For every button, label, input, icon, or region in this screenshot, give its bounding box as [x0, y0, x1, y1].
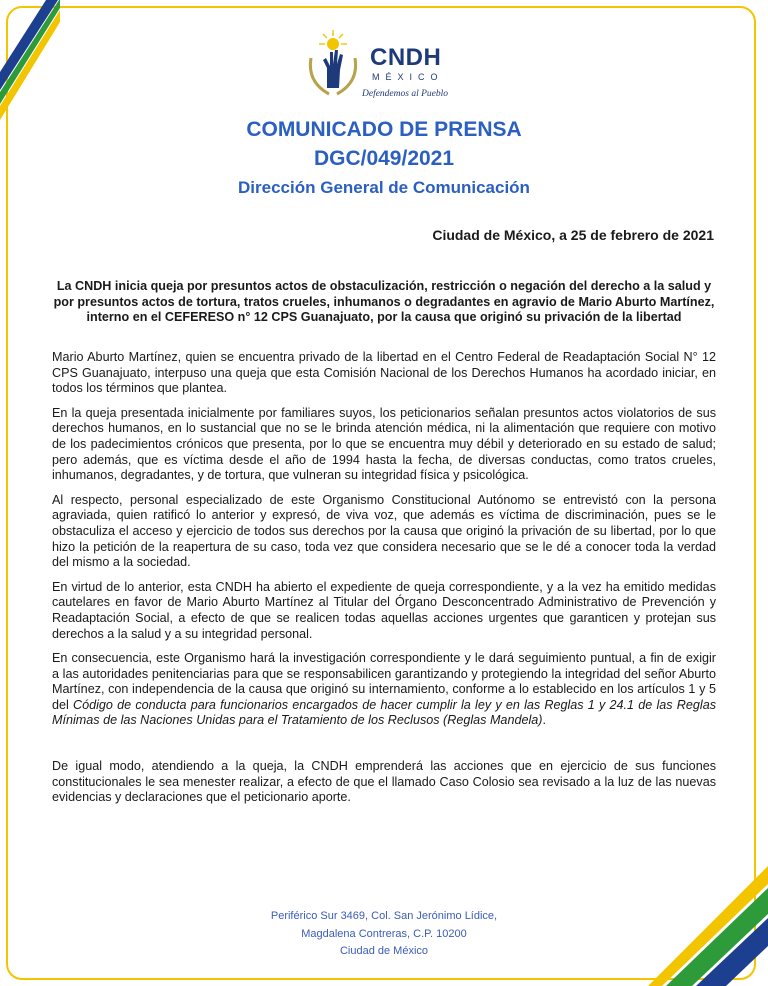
- corner-stripes-top-left: [0, 0, 60, 120]
- logo-country: MÉXICO: [372, 72, 444, 82]
- paragraph-5-italic: Código de conducta para funcionarios encargados de hacer cumplir la ley y en las Reglas 1 y 24.1 de las Reglas Mínimas de las Naciones Unidas para el Tratamiento de los Reclusos (Reglas Mandela): [52, 697, 716, 728]
- footer-line-2: Magdalena Contreras, C.P. 10200: [301, 927, 467, 940]
- press-release-code: DGC/049/2021: [313, 147, 455, 170]
- footer-line-1: Periférico Sur 3469, Col. San Jerónimo Lídice,: [270, 910, 498, 922]
- dateline: Ciudad de México, a 25 de febrero de 2021: [432, 227, 714, 243]
- press-release-title: COMUNICADO DE PRENSA: [246, 118, 522, 141]
- footer-line-3: Ciudad de México: [339, 945, 429, 957]
- paragraph-3: Al respecto, personal especializado de este Organismo Constitucional Autónomo se entrevistó con la persona agraviada, quien ratificó lo anterior y expresó, de viva voz, que además es víctima de discriminación, pues se le obstaculiza el acceso y ejercicio de todos sus derechos por la causa que originó la privación de su libertad, por lo que hizo la petición de la reapertura de su caso, toda vez que considera necesario que se le dé a conocer toda la verdad del mismo a la sociedad.: [52, 492, 716, 570]
- paragraph-4: En virtud de lo anterior, esta CNDH ha abierto el expediente de queja correspondiente, y a la vez ha emitido medidas cautelares en favor de Mario Aburto Martínez al Titular del Órgano Desconcentrado Administrativo de Prevención y Readaptación Social, a efecto de que se realicen todas aquellas acciones urgentes que garanticen y protejan sus derechos a la salud y a su integridad personal.: [52, 579, 716, 641]
- paragraph-1: Mario Aburto Martínez, quien se encuentra privado de la libertad en el Centro Federal de Readaptación Social N° 12 CPS Guanajuato, interpuso una queja que esta Comisión Nacional de los Derechos Humanos ha acordado iniciar, en todos los términos que plantea.: [52, 350, 716, 396]
- paragraph-5-text: En consecuencia, este Organismo hará la investigación correspondiente y le dará seguimiento puntual, a fin de exigir a las autoridades penitenciarias para que se responsabilicen garantizando y protegiendo la integridad del señor Aburto Martínez, con independencia de la causa que originó su internamiento, conforme a lo establecido en los artículos 1 y 5 del: [52, 651, 716, 712]
- footer-address: [0, 908, 768, 961]
- paragraph-5: [52, 651, 716, 729]
- department-title: Dirección General de Comunicación: [238, 178, 530, 197]
- paragraph-2: En la queja presentada inicialmente por familiares suyos, los peticionarios señalan presuntos actos violatorios de sus derechos humanos, en lo sustancial que no se le brinda atención médica, ni la alimentación que requiere con motivo de los padecimientos crónicos que presenta, por lo que se encuentra muy débil y deteriorado en su estado de salud; pero además, que es víctima desde el año de 1994 hasta la fecha, de diversas conductas, como tratos crueles, inhumanos, degradantes, y de tortura, que vulneran su integridad física y psicológica.: [52, 405, 716, 483]
- logo-tagline: Defendemos al Pueblo: [362, 89, 449, 99]
- paragraph-6: De igual modo, atendiendo a la queja, la CNDH emprenderá las acciones que en ejercicio de sus funciones constitucionales le sea menester realizar, a efecto de que el llamado Caso Colosio sea revisado a la luz de las nuevas evidencias y declaraciones que el peticionario aporte.: [52, 759, 716, 805]
- logo-wordmark: CNDH: [370, 44, 442, 71]
- headline-summary: La CNDH inicia queja por presuntos actos de obstaculización, restricción o negación del derecho a la salud y por presuntos actos de tortura, tratos crueles, inhumanos o degradantes en agravio de Mario Aburto Martínez, interno en el CEFERESO n° 12 CPS Guanajuato, por la causa que originó su privación de la libertad: [53, 279, 715, 325]
- paragraph-5-end: .: [542, 713, 546, 728]
- body-text: [52, 350, 716, 815]
